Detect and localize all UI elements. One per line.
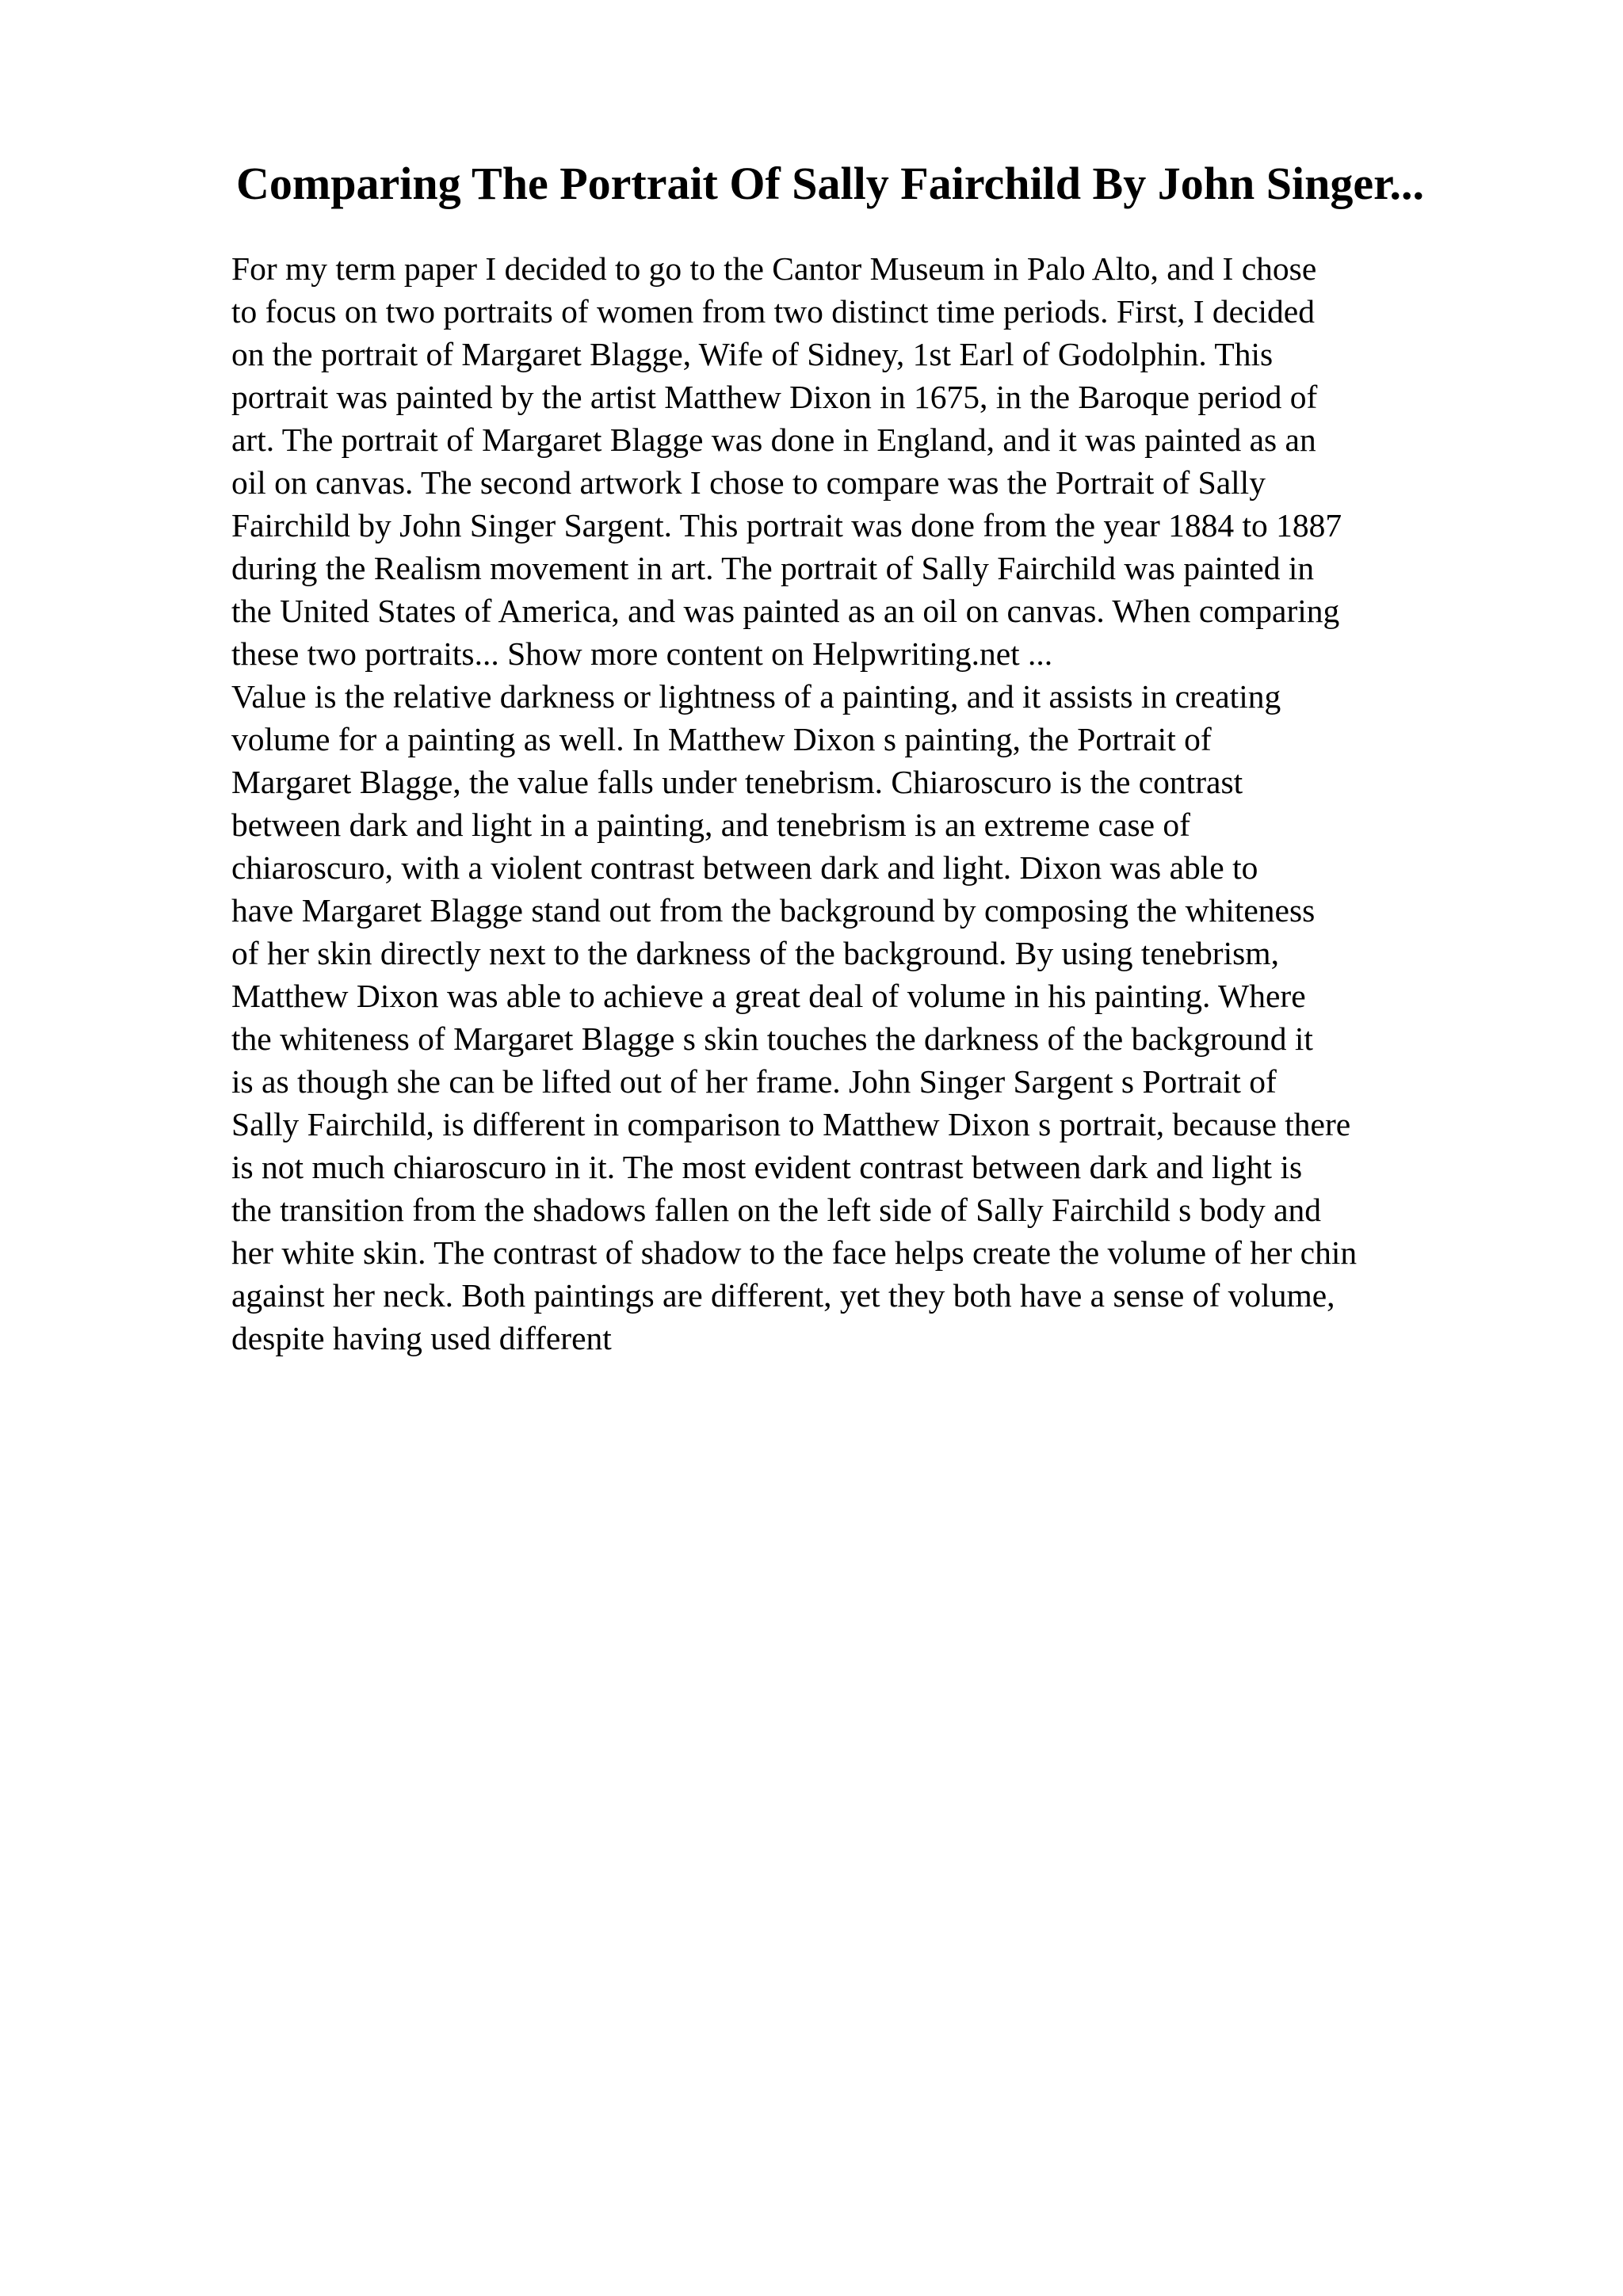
body-line-19: the whiteness of Margaret Blagge s skin touches the darkness of the background it xyxy=(231,1020,1313,1057)
document-title: Comparing The Portrait Of Sally Fairchild By John Singer... xyxy=(236,158,1424,209)
body-line-1: For my term paper I decided to go to the Cantor Museum in Palo Alto, and I chose xyxy=(231,250,1317,287)
body-line-13: Margaret Blagge, the value falls under tenebrism. Chiaroscuro is the contrast xyxy=(231,764,1243,800)
body-line-18: Matthew Dixon was able to achieve a great deal of volume in his painting. Where xyxy=(231,978,1306,1014)
document-body xyxy=(231,247,1610,1360)
body-line-2: to focus on two portraits of women from two distinct time periods. First, I decided xyxy=(231,293,1315,330)
body-line-7: Fairchild by John Singer Sargent. This portrait was done from the year 1884 to 1887 xyxy=(231,507,1342,543)
body-line-10: these two portraits... Show more content on Helpwriting.net ... xyxy=(231,635,1053,672)
body-line-23: the transition from the shadows fallen on the left side of Sally Fairchild s body and xyxy=(231,1192,1321,1228)
body-line-16: have Margaret Blagge stand out from the background by composing the whiteness xyxy=(231,892,1316,929)
body-line-21: Sally Fairchild, is different in comparison to Matthew Dixon s portrait, because there xyxy=(231,1106,1351,1142)
body-line-4: portrait was painted by the artist Matthew Dixon in 1675, in the Baroque period of xyxy=(231,379,1318,415)
body-line-6: oil on canvas. The second artwork I chose to compare was the Portrait of Sally xyxy=(231,464,1266,501)
body-line-12: volume for a painting as well. In Matthew Dixon s painting, the Portrait of xyxy=(231,721,1212,757)
body-line-8: during the Realism movement in art. The portrait of Sally Fairchild was painted in xyxy=(231,550,1315,586)
body-line-3: on the portrait of Margaret Blagge, Wife of Sidney, 1st Earl of Godolphin. This xyxy=(231,336,1274,372)
body-line-15: chiaroscuro, with a violent contrast between dark and light. Dixon was able to xyxy=(231,849,1258,886)
body-line-14: between dark and light in a painting, and tenebrism is an extreme case of xyxy=(231,807,1191,843)
body-line-22: is not much chiaroscuro in it. The most evident contrast between dark and light is xyxy=(231,1149,1303,1185)
body-line-17: of her skin directly next to the darkness of the background. By using tenebrism, xyxy=(231,935,1279,971)
body-line-5: art. The portrait of Margaret Blagge was done in England, and it was painted as an xyxy=(231,421,1316,458)
body-line-25: against her neck. Both paintings are different, yet they both have a sense of volume, xyxy=(231,1277,1335,1314)
body-line-24: her white skin. The contrast of shadow to the face helps create the volume of her chin xyxy=(231,1234,1358,1271)
body-line-20: is as though she can be lifted out of her frame. John Singer Sargent s Portrait of xyxy=(231,1063,1277,1100)
body-line-26: despite having used different xyxy=(231,1320,612,1356)
body-line-9: the United States of America, and was painted as an oil on canvas. When comparing xyxy=(231,593,1340,629)
body-line-11: Value is the relative darkness or lightness of a painting, and it assists in creating xyxy=(231,678,1281,715)
